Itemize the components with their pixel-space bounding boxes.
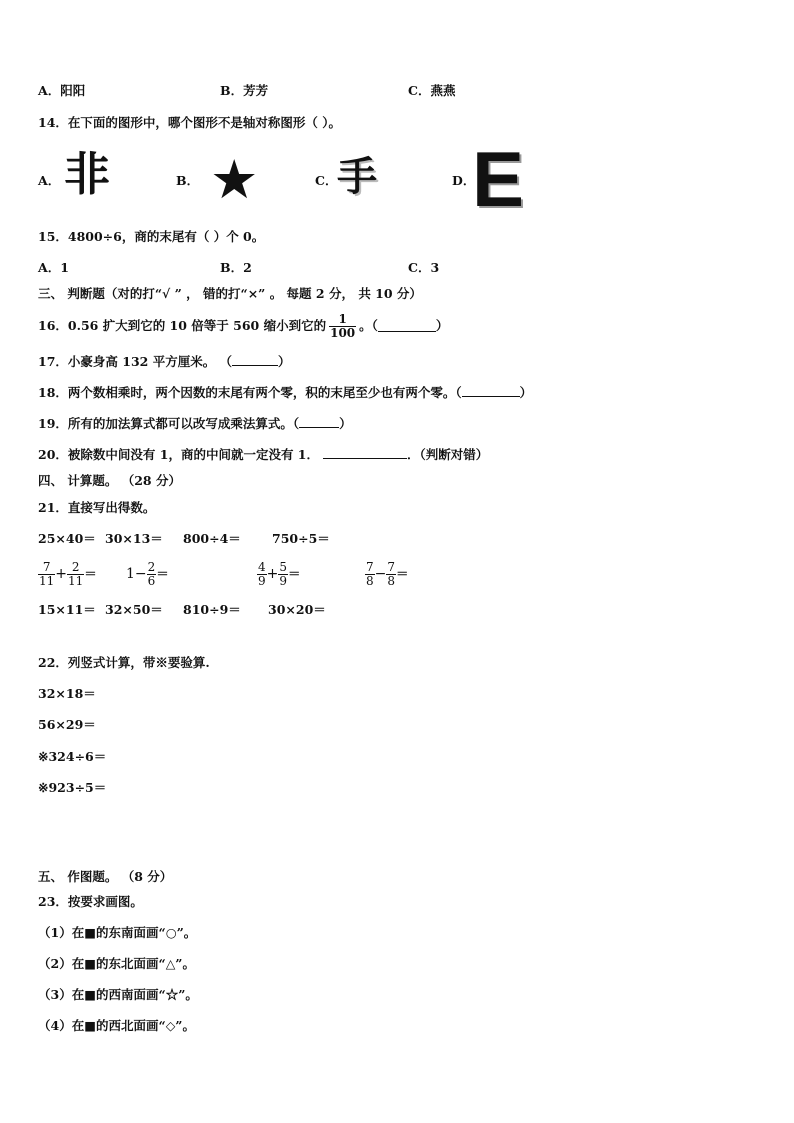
question-22-stem: 22．列竖式计算，带※要验算. [38, 655, 210, 670]
calc-item: 32×50＝ [105, 602, 163, 617]
drawing-instruction: （3）在■的西南面画“☆”。 [38, 987, 198, 1002]
answer-blank[interactable] [232, 355, 278, 366]
question-19-text: 19．所有的加法算式都可以改写成乘法算式。（ [38, 416, 300, 431]
equals-sign: ＝ [84, 566, 97, 581]
denominator: 9 [258, 573, 266, 588]
drawing-instruction: （4）在■的西北面画“◇”。 [38, 1018, 196, 1033]
question-14-stem: 14．在下面的图形中，哪个图形不是轴对称图形（ ）。 [38, 115, 341, 130]
equals-sign: ＝ [288, 566, 301, 581]
whole-number: 1 [126, 566, 135, 582]
question-20 [38, 447, 488, 463]
fraction-expression-4 [365, 554, 409, 594]
vertical-calc-item: 32×18＝ [38, 686, 96, 701]
calc-item: 30×20＝ [268, 602, 326, 617]
question-19 [38, 416, 352, 432]
denominator: 6 [147, 573, 156, 588]
denominator: 11 [39, 573, 55, 588]
fei-character-figure: 非 [64, 147, 110, 201]
option-a-label: A． [38, 173, 61, 188]
numerator: 7 [38, 561, 55, 575]
answer-blank[interactable] [462, 386, 520, 397]
denominator: 11 [68, 573, 84, 588]
calc-item: 15×11＝ [38, 602, 96, 617]
section-5-heading: 五、 作图题。 （8 分） [38, 869, 173, 884]
operator: − [134, 566, 147, 582]
answer-blank[interactable] [323, 448, 407, 459]
operator: − [374, 566, 387, 582]
question-20-suffix: ．（判断对错） [407, 447, 489, 462]
section-3-heading: 三、 判断题（对的打“√ ” ， 错的打“×” 。 每题 2 分， 共 10 分） [38, 286, 422, 301]
numerator: 5 [279, 559, 288, 574]
question-16-paren-open: 。（ [359, 318, 378, 333]
question-20-text: 20．被除数中间没有 1，商的中间就一定没有 1． [38, 447, 319, 462]
vertical-calc-item: ※324÷6＝ [38, 749, 107, 764]
numerator: 7 [366, 559, 374, 574]
calc-item: 810÷9＝ [183, 602, 241, 617]
star-icon: ★ [210, 148, 259, 211]
answer-blank[interactable] [378, 321, 436, 332]
answer-blank[interactable] [299, 417, 339, 428]
equals-sign: ＝ [396, 566, 409, 581]
question-18 [38, 385, 532, 401]
option-d-label: D． [452, 173, 476, 188]
numerator: 2 [67, 561, 84, 575]
letter-e-figure: E [472, 135, 525, 223]
question-16-paren-close: ） [435, 318, 449, 333]
denominator: 9 [279, 573, 288, 588]
operator: + [266, 566, 279, 582]
question-21-stem: 21．直接写出得数。 [38, 500, 156, 515]
operator: + [55, 566, 68, 582]
question-17-paren-close: ） [278, 354, 291, 369]
numerator: 4 [258, 559, 266, 574]
calc-item: 750÷5＝ [272, 531, 330, 546]
question-17 [38, 354, 291, 370]
option-c-label: C． [315, 173, 338, 188]
denominator: 8 [387, 573, 396, 588]
fraction-one-hundredth [329, 313, 356, 340]
calc-item: 800÷4＝ [183, 531, 241, 546]
calc-item: 25×40＝ [38, 531, 96, 546]
question-16 [38, 306, 448, 346]
option-c: C．3 [408, 260, 440, 275]
option-c: C．燕燕 [408, 83, 456, 98]
fraction-expression-1 [38, 554, 97, 594]
question-18-text: 18．两个数相乘时，两个因数的末尾有两个零，积的末尾至少也有两个零。（ [38, 385, 462, 400]
drawing-instruction: （2）在■的东北面画“△”。 [38, 956, 196, 971]
fraction-numerator: 1 [329, 313, 356, 327]
question-23-stem: 23．按要求画图。 [38, 894, 143, 909]
question-19-paren-close: ） [339, 416, 352, 431]
fraction-expression-2 [126, 554, 169, 594]
vertical-calc-item: ※923÷5＝ [38, 780, 107, 795]
question-15-stem: 15．4800÷6，商的末尾有（ ）个 0。 [38, 229, 265, 244]
numerator: 2 [147, 559, 156, 574]
question-17-text: 17．小豪身高 132 平方厘米。 （ [38, 354, 233, 369]
option-b-label: B． [176, 173, 200, 188]
equals-sign: ＝ [156, 566, 169, 581]
fraction-denominator: 100 [330, 325, 356, 340]
question-16-text: 16．0.56 扩大到它的 10 倍等于 560 缩小到它的 [38, 318, 327, 333]
vertical-calc-item: 56×29＝ [38, 717, 96, 732]
numerator: 7 [387, 559, 396, 574]
question-18-paren-close: ） [519, 385, 533, 400]
drawing-instruction: （1）在■的东南面画“○”。 [38, 925, 197, 940]
section-4-heading: 四、 计算题。 （28 分） [38, 473, 181, 488]
shou-character-figure: 手 [337, 154, 377, 200]
option-b: B．芳芳 [220, 83, 269, 98]
fraction-expression-3 [257, 554, 301, 594]
denominator: 8 [366, 573, 374, 588]
option-a: A．阳阳 [38, 83, 86, 98]
calc-item: 30×13＝ [105, 531, 163, 546]
option-a: A．1 [38, 260, 69, 275]
option-b: B．2 [220, 260, 252, 275]
